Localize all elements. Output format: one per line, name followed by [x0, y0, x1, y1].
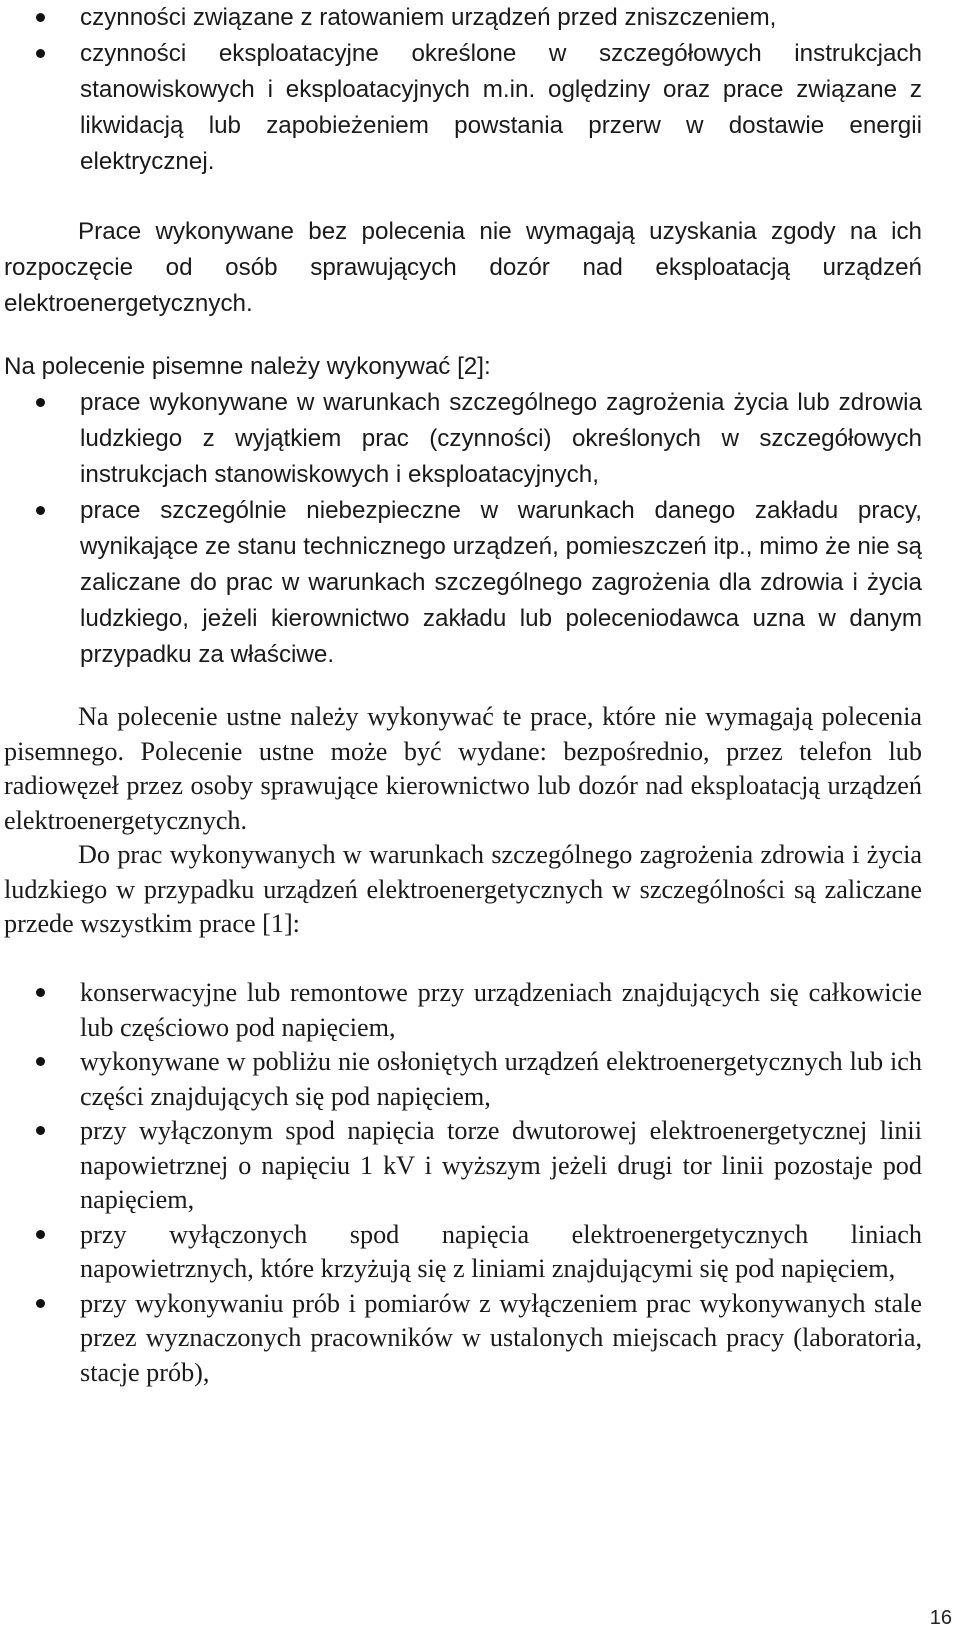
list-item-text: czynności eksploatacyjne określone w szczegółowych instrukcjach stanowiskowych i eksploatacyjnych m.in. oględziny oraz prace związane z likwidacją lub zapobieżeniem powstania przerw w dostawie energii elektrycznej. — [80, 40, 922, 175]
top-bullet-list — [4, 0, 922, 180]
list-item-text: przy wyłączonym spod napięcia torze dwutorowej elektroenergetycznej linii napowietrznej o napięciu 1 kV i wyższym jeżeli drugi tor linii pozostaje pod napięciem, — [80, 1116, 922, 1214]
list-item — [4, 0, 922, 36]
paragraph: Prace wykonywane bez polecenia nie wymagają uzyskania zgody na ich rozpoczęcie od osób sprawujących dozór nad eksploatacją urządzeń elektroenergetycznych. — [4, 218, 922, 317]
top-bullet-section — [4, 0, 922, 180]
paragraph: Na polecenie ustne należy wykonywać te prace, które nie wymagają polecenia pisemnego. Polecenie ustne może być wydane: bezpośrednio, przez telefon lub radiowęzeł przez osoby sprawujące kierownictwo lub dozór nad eksploatacją urządzeń elektroenergetycznych. — [4, 702, 922, 835]
list-item — [4, 385, 922, 493]
page-number: 16 — [929, 1607, 952, 1629]
list-item — [4, 1287, 922, 1391]
bullet-icon — [36, 398, 45, 407]
bullet-icon — [36, 1299, 45, 1308]
oral-order-section — [4, 700, 922, 942]
list-item — [4, 976, 922, 1045]
list-item-text: przy wyłączonych spod napięcia elektroenergetycznych liniach napowietrznych, które krzyżują się z liniami znajdującymi się pod napięciem, — [80, 1219, 922, 1283]
paragraph: Do prac wykonywanych w warunkach szczególnego zagrożenia zdrowia i życia ludzkiego w przypadku urządzeń elektroenergetycznych w szczególności są zaliczane przede wszystkim prace [1]: — [4, 840, 922, 938]
list-item — [4, 1114, 922, 1218]
bullet-icon — [36, 1126, 45, 1135]
bullet-icon — [36, 506, 45, 515]
list-item-text: konserwacyjne lub remontowe przy urządzeniach znajdujących się całkowicie lub częściowo pod napięciem, — [80, 978, 922, 1042]
list-item — [4, 493, 922, 673]
bullet-icon — [36, 1230, 45, 1239]
bullet-icon — [36, 13, 45, 22]
written-order-list — [4, 385, 922, 673]
list-item — [4, 36, 922, 180]
bullet-icon — [36, 988, 45, 997]
list-item-text: prace szczególnie niebezpieczne w warunkach danego zakładu pracy, wynikające ze stanu technicznego urządzeń, pomieszczeń itp., mimo że nie są zaliczane do prac w warunkach szczególnego zagrożenia dla zdrowia i życia ludzkiego, jeżeli kierownictwo zakładu lub poleceniodawca uzna w danym przypadku za właściwe. — [80, 497, 922, 668]
list-item-text: przy wykonywaniu prób i pomiarów z wyłączeniem prac wykonywanych stale przez wyznaczonych pracowników w ustalonych miejscach pracy (laboratoria, stacje prób), — [80, 1288, 922, 1387]
list-item — [4, 1218, 922, 1287]
paragraph-no-order-section — [4, 214, 922, 322]
list-item-text: wykonywane w pobliżu nie osłoniętych urządzeń elektroenergetycznych lub ich części znajdujących się pod napięciem, — [80, 1047, 922, 1111]
hazard-list-section — [4, 976, 922, 1390]
list-item-text: prace wykonywane w warunkach szczególnego zagrożenia życia lub zdrowia ludzkiego z wyjątkiem prac (czynności) określonych w szczegółowych instrukcjach stanowiskowych i eksploatacyjnych, — [80, 389, 922, 488]
written-order-section — [4, 349, 922, 673]
list-item-text: czynności związane z ratowaniem urządzeń przed zniszczeniem, — [80, 4, 777, 31]
bullet-icon — [36, 49, 45, 58]
list-item — [4, 1045, 922, 1114]
hazard-list — [4, 976, 922, 1390]
bullet-icon — [36, 1057, 45, 1066]
section-intro: Na polecenie pisemne należy wykonywać [2]: — [4, 353, 491, 380]
